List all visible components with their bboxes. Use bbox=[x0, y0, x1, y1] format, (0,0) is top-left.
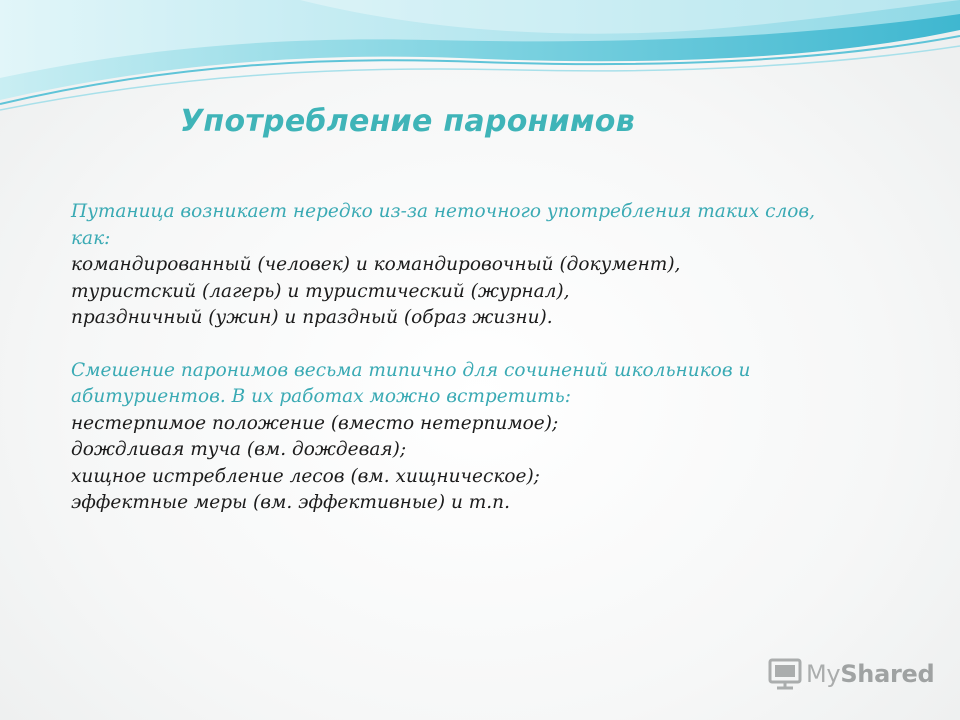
example-line: хищное истребление лесов (вм. хищническое); bbox=[71, 465, 540, 487]
paragraph-intro-line: как: bbox=[71, 227, 111, 249]
watermark-logo bbox=[768, 656, 934, 692]
example-line: нестерпимое положение (вместо нетерпимое); bbox=[71, 412, 559, 434]
watermark-text: MyShared bbox=[806, 660, 935, 688]
example-line: дождливая туча (вм. дождевая); bbox=[71, 439, 407, 460]
header-wave-decoration bbox=[0, 0, 960, 120]
presentation-board-icon bbox=[768, 657, 802, 691]
paragraph-spacer bbox=[71, 332, 891, 358]
example-line: праздничный (ужин) и праздный (образ жизни). bbox=[71, 307, 553, 328]
slide-title: Употребление паронимов bbox=[180, 104, 636, 139]
example-line: командированный (человек) и командировочный (документ), bbox=[71, 254, 681, 275]
paragraph-mixing bbox=[71, 358, 891, 517]
paragraph-intro-line: Путаница возникает нередко из-за неточного употребления таких слов, bbox=[71, 201, 816, 222]
paragraph-intro-line: Смешение паронимов весьма типично для сочинений школьников и bbox=[71, 359, 751, 381]
example-line: эффектные меры (вм. эффективные) и т.п. bbox=[71, 492, 510, 513]
slide-body bbox=[71, 199, 891, 517]
example-line: туристский (лагерь) и туристический (журнал), bbox=[71, 280, 570, 302]
paragraph-intro-line: абитуриентов. В их работах можно встретить: bbox=[71, 386, 571, 407]
paragraph-confusion bbox=[71, 199, 891, 332]
